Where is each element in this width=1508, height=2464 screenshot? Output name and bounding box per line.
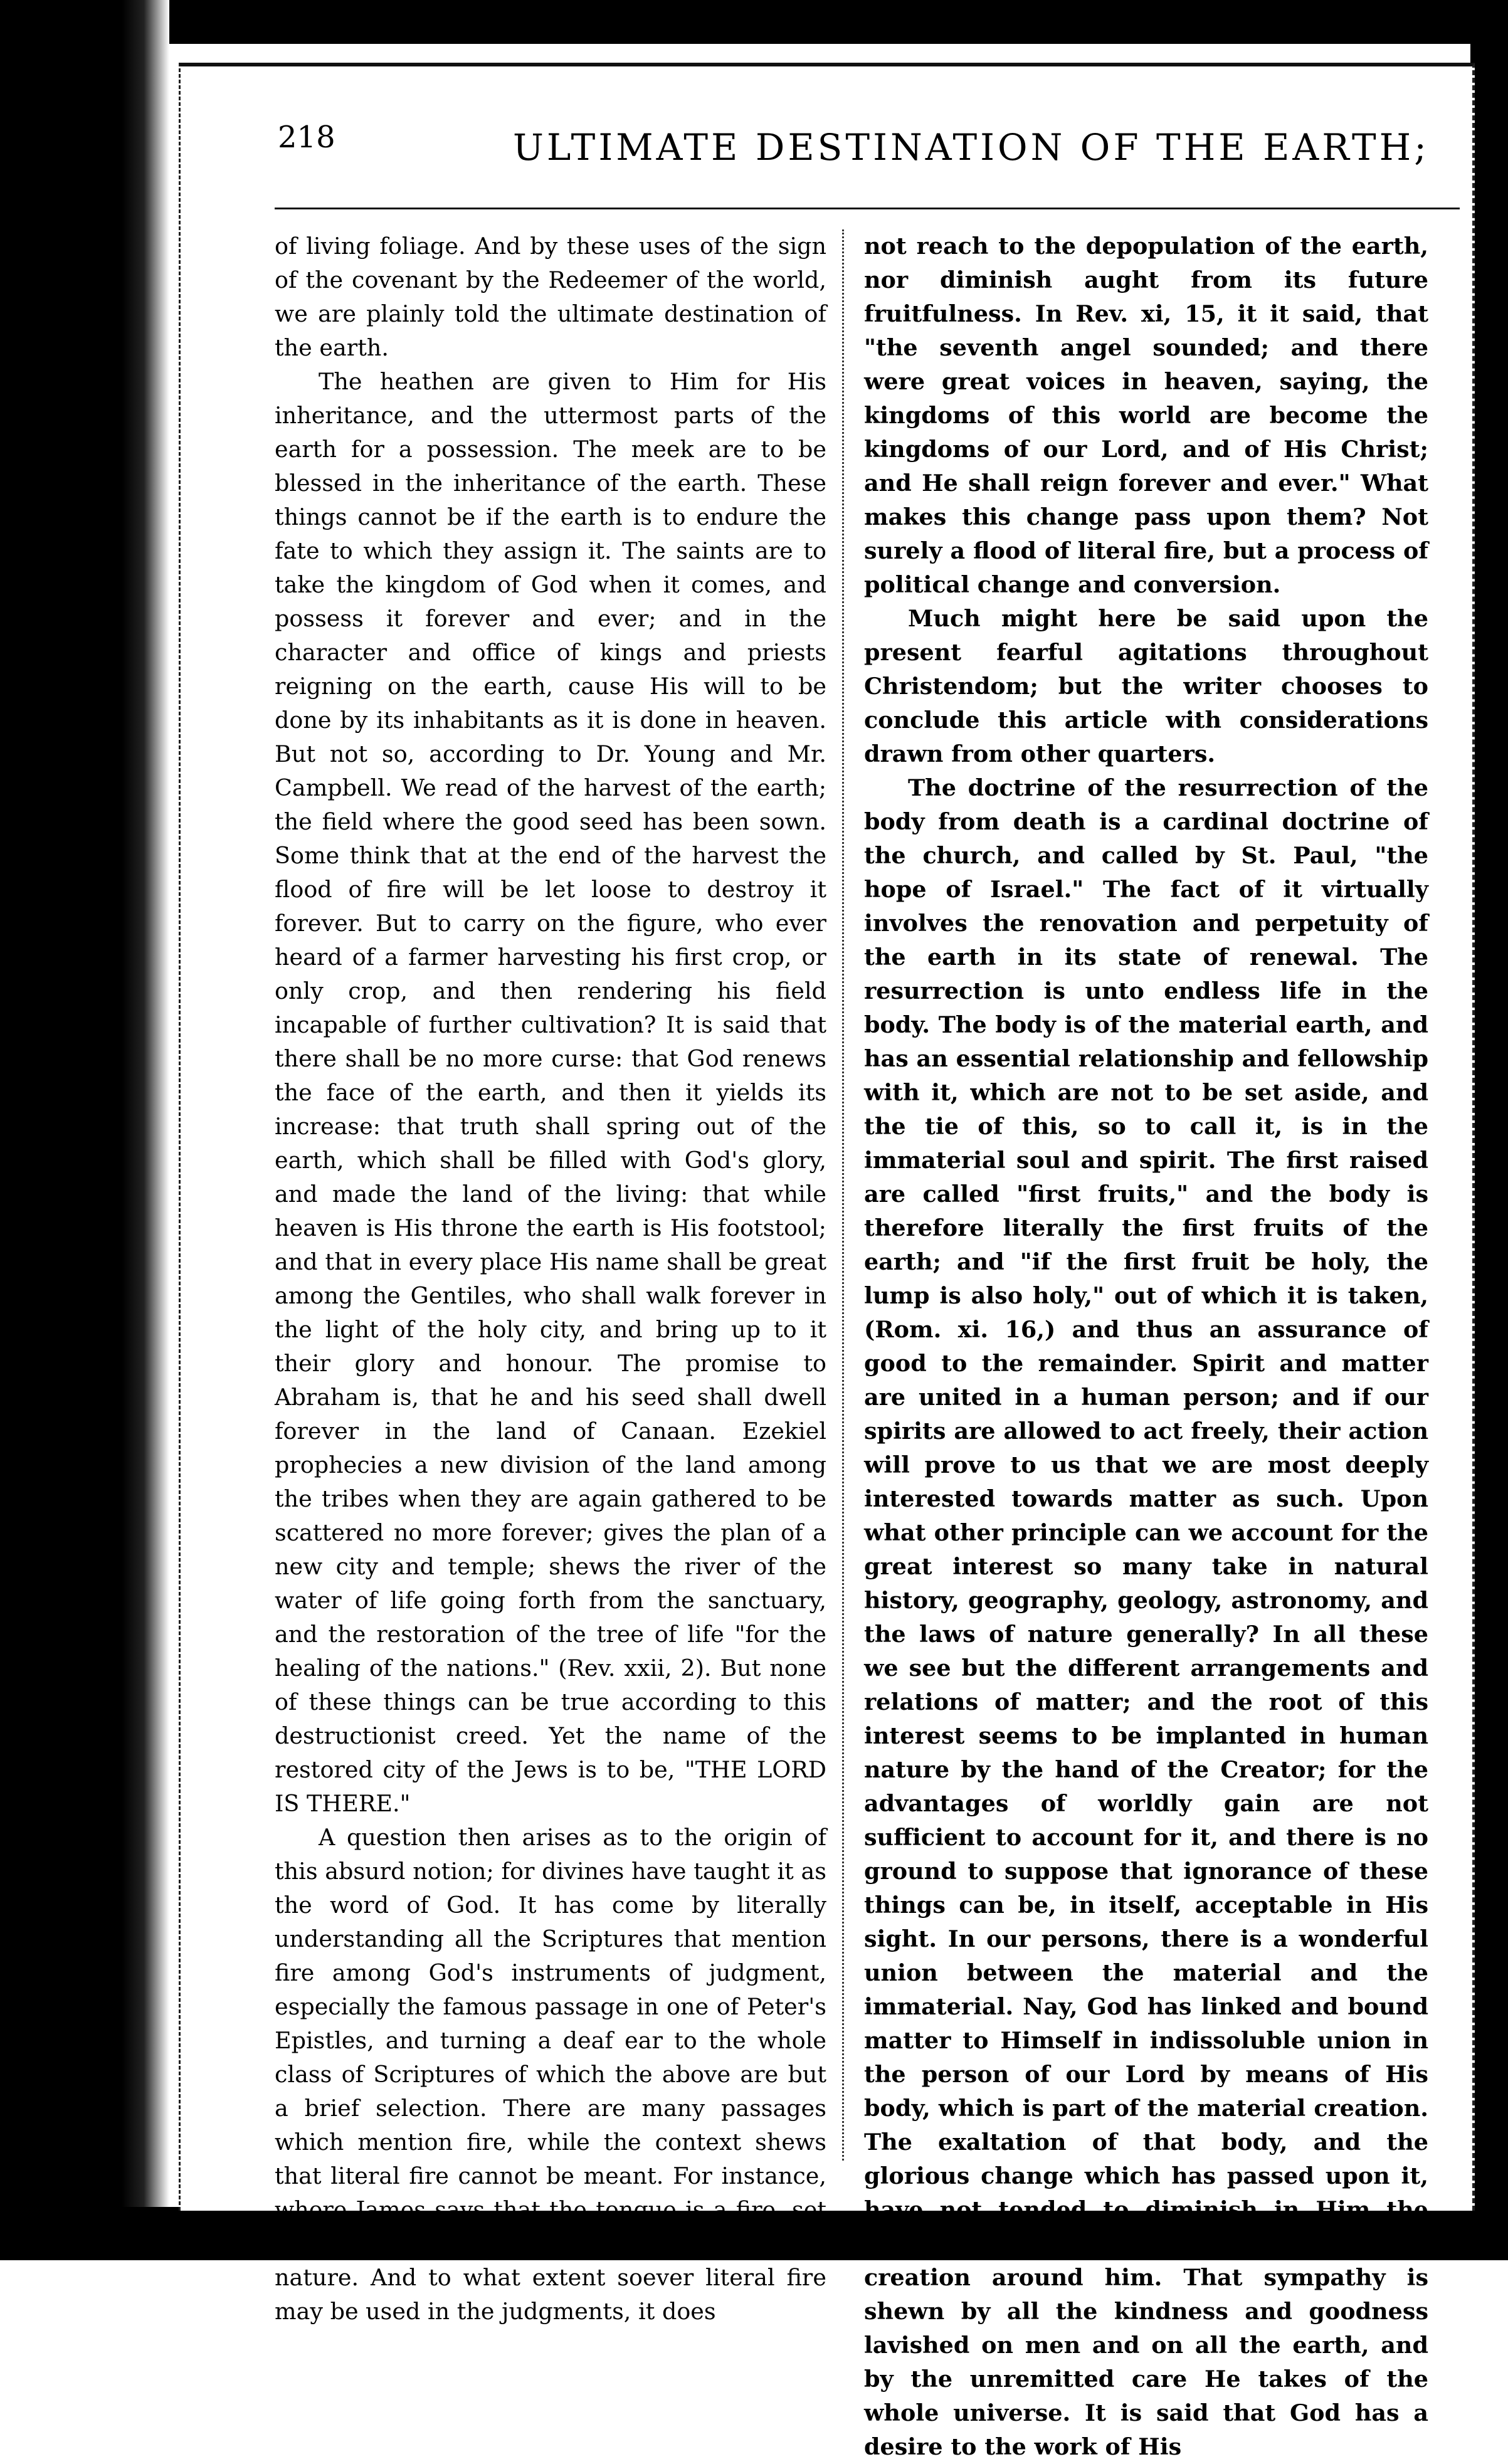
scan-border-right — [1470, 0, 1508, 2260]
paragraph: not reach to the depopulation of the earth, nor diminish aught from its future fruitfulness. In Rev. xi, 15, it it said, that "the seventh angel sounded; and there were great voices in heaven, saying, the kingdoms of this world are become the kingdoms of our Lord, and of His Christ; and He shall reign forever and ever." What makes this change pass upon them? Not surely a flood of literal fire, but a process of political change and conversion. — [864, 233, 1428, 598]
scan-border-top — [0, 0, 1508, 44]
paragraph: The heathen are given to Him for His inheritance, and the uttermost parts of the earth for a possession. The meek are to be blessed in the inheritance of the earth. These things cannot be if the earth is to endure the fate to which they assign it. The saints are to take the kingdom of God when it comes, and possess it forever and ever; and in the character and office of kings and priests reigning on the earth, cause His will to be done by its inhabitants as it is done in heaven. But not so, according to Dr. Young and Mr. Campbell. We read of the harvest of the earth; the field where the good seed has been sown. Some think that at the end of the harvest the flood of fire will be let loose to destroy it forever. But to carry on the figure, who ever heard of a farmer harvesting his first crop, or only crop, and then rendering his field incapable of further cultivation? It is said that there shall be no more curse: that God renews the face of the earth, and then it yields its increase: that truth shall spring out of the earth, which shall be filled with God's glory, and made the land of the living: that while heaven is His throne the earth is His footstool; and that in every place His name shall be great among the Gentiles, who shall walk forever in the light of the holy city, and bring up to it their glory and honour. The promise to Abraham is, that he and his seed shall dwell forever in the land of Canaan. Ezekiel prophecies a new division of the land among the tribes when they are again gathered to be scattered no more forever; gives the plan of a new city and temple; shews the river of the water of life going forth from the sanctuary, and the restoration of the tree of life "for the healing of the nations." (Rev. xxii, 2). But none of these things can be true according to this destructionist creed. Yet the name of the restored city of the Jews is to be, "THE LORD IS THERE." — [275, 368, 826, 1817]
paragraph: The doctrine of the resurrection of the body from death is a cardinal doctrine of the church, and called by St. Paul, "the hope of Israel." The fact of it virtually involves the renovation and perpetuity of the earth in its state of renewal. The resurrection is unto endless life in the body. The body is of the material earth, and has an essential relationship and fellowship with it, which are not to be set aside, and the tie of this, so to call it, is in the immaterial soul and spirit. The first raised are called "first fruits," and the body is therefore literally the first fruits of the earth; and "if the first fruit be holy, the lump is also holy," out of which it is taken, (Rom. xi. 16,) and thus an assurance of good to the remainder. Spirit and matter are united in a human person; and if our spirits are allowed to act freely, their action will prove to us that we are most deeply interested towards matter as such. Upon what other principle can we account for the great interest so many take in natural history, geography, geology, astronomy, and the laws of nature generally? In all these we see but the different arrangements and relations of matter; and the root of this interest seems to be implanted in human nature by the hand of the Creator; for the advantages of worldly gain are not sufficient to account for it, and there is no ground to suppose that ignorance of these things can be, in itself, acceptable in His sight. In our persons, there is a wonderful union between the material and the immaterial. Nay, God has linked and bound matter to Himself in indissoluble union in the person of our Lord by means of His body, which is part of the material creation. The exaltation of that body, and the glorious change which has passed upon it, have not tended to diminish in Him the sympathy a man feels for the visible creation around him. That sympathy is shewn by all the kindness and goodness lavished on men and on all the earth, and by the unremitted care He takes of the whole universe. It is said that God has a desire to the work of His — [864, 774, 1428, 2460]
book-page — [179, 63, 1475, 2460]
page-header — [275, 113, 1460, 209]
page-number: 218 — [278, 120, 335, 155]
right-column — [864, 229, 1428, 2460]
running-title: ULTIMATE DESTINATION OF THE EARTH; — [513, 126, 1430, 169]
scan-border-left — [0, 0, 169, 2260]
paragraph: A question then arises as to the origin of this absurd notion; for divines have taught it as the word of God. It has come by literally understanding all the Scriptures that mention fire among God's instruments of judgment, especially the famous passage in one of Peter's Epistles, and turning a deaf ear to the whole class of Scriptures of which the above are but a brief selection. There are many passages which mention fire, while the context shews that literal fire cannot be meant. For instance, where James says that the tongue is a fire, set on fire of hell, and setting on fire the course of nature. And to what extent soever literal fire may be used in the judgments, it does — [275, 1824, 826, 2325]
paragraph: Much might here be said upon the present fearful agitations throughout Christendom; but the writer chooses to conclude this article with considerations drawn from other quarters. — [864, 605, 1428, 767]
paragraph: of living foliage. And by these uses of the sign of the covenant by the Redeemer of the world, we are plainly told the ultimate destination of the earth. — [275, 233, 826, 361]
left-column — [275, 229, 826, 2325]
column-divider — [842, 229, 844, 2161]
